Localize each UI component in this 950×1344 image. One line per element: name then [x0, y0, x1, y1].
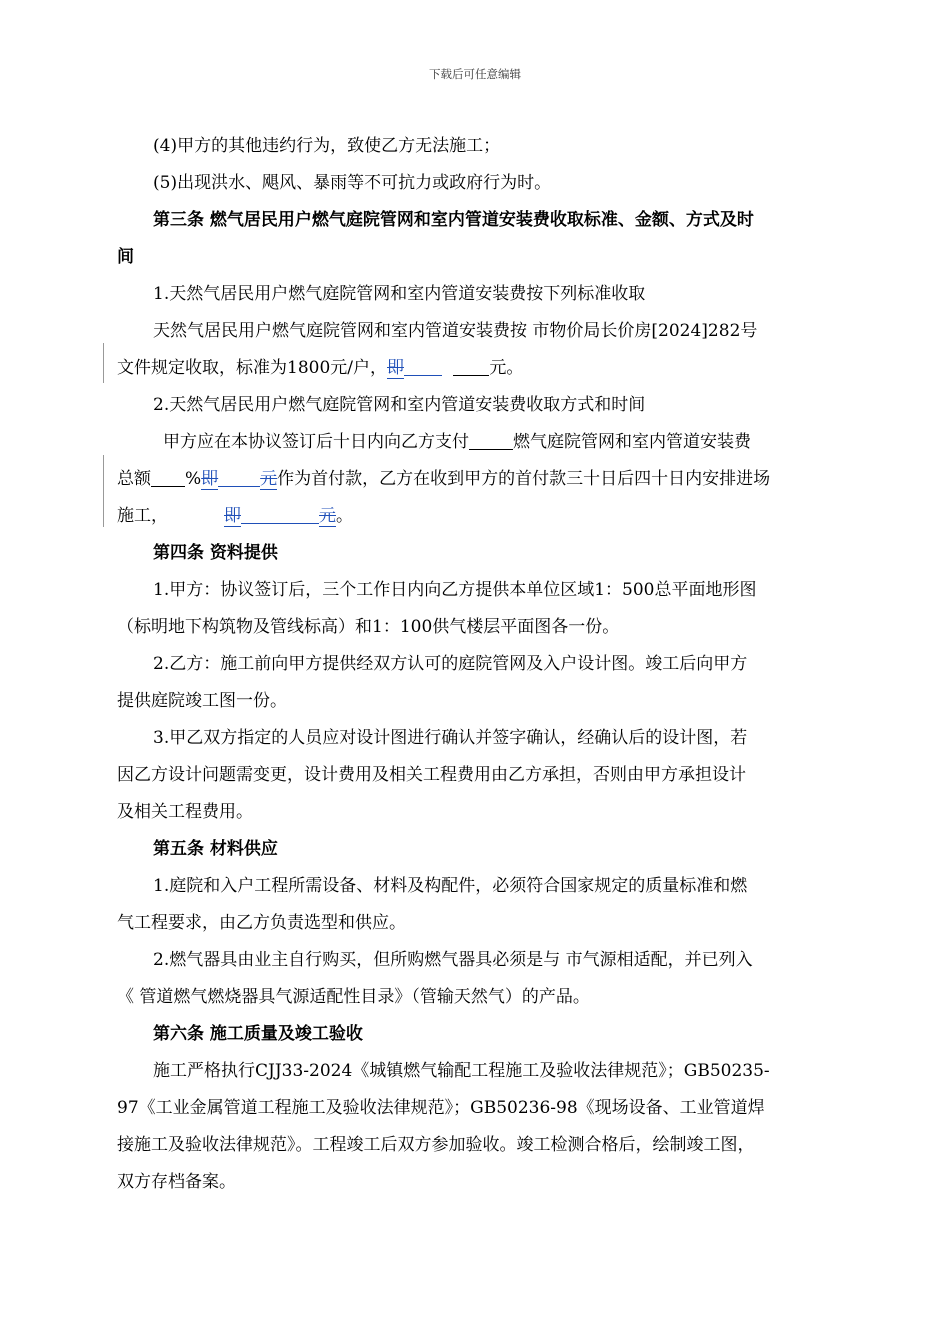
text-segment: 燃气庭院管网和室内管道安装费 — [513, 432, 751, 452]
paragraph-line — [117, 461, 839, 498]
text-segment: % — [185, 469, 202, 489]
fill-blank[interactable] — [453, 357, 489, 376]
paragraph-line: (5)出现洪水、飓风、暴雨等不可抗力或政府行为时。 — [153, 173, 552, 193]
tracked-change: 元 — [319, 506, 336, 526]
paragraph-line: 天然气居民用户燃气庭院管网和室内管道安装费按 市物价局长价房[2024]282号 — [153, 321, 758, 341]
text-segment: 文件规定收取，标准为1800元/户， — [117, 358, 387, 378]
text-segment: 施工， — [117, 506, 168, 526]
paragraph-line: 2.乙方：施工前向甲方提供经双方认可的庭院管网及入户设计图。竣工后向甲方 — [153, 654, 748, 674]
tracked-change: 即 — [201, 469, 219, 489]
text-segment: 。 — [336, 506, 353, 526]
paragraph-line: （标明地下构筑物及管线标高）和1：100供气楼层平面图各一份。 — [117, 617, 620, 637]
paragraph-line: 3.甲乙双方指定的人员应对设计图进行确认并签字确认，经确认后的设计图，若 — [153, 728, 748, 748]
fill-blank[interactable] — [469, 431, 513, 450]
text-segment: 总额 — [117, 469, 151, 489]
fill-blank[interactable] — [241, 505, 319, 524]
paragraph-line: 1.庭院和入户工程所需设备、材料及构配件，必须符合国家规定的质量标准和燃 — [153, 876, 748, 896]
fill-blank[interactable] — [151, 468, 185, 487]
article-heading: 第六条 施工质量及竣工验收 — [153, 1024, 363, 1044]
paragraph-line: 接施工及验收法律规范》。工程竣工后双方参加验收。竣工检测合格后，绘制竣工图， — [117, 1135, 755, 1155]
paragraph-line — [117, 350, 839, 387]
paragraph-line: 1.甲方：协议签订后，三个工作日内向乙方提供本单位区域1：500总平面地形图 — [153, 580, 757, 600]
revision-margin-bar — [103, 343, 104, 383]
paragraph-line: 气工程要求，由乙方负责选型和供应。 — [117, 913, 406, 933]
paragraph-line: 双方存档备案。 — [117, 1172, 236, 1192]
article-heading-cont: 间 — [117, 247, 134, 267]
paragraph-line: 97《工业金属管道工程施工及验收法律规范》；GB50236-98《现场设备、工业管道焊 — [117, 1098, 765, 1118]
document-body — [117, 128, 839, 1201]
paragraph-line: 提供庭院竣工图一份。 — [117, 691, 287, 711]
paragraph-line — [117, 498, 839, 535]
paragraph-line: 2.天然气居民用户燃气庭院管网和室内管道安装费收取方式和时间 — [153, 395, 646, 415]
paragraph-line — [117, 424, 839, 461]
fill-blank[interactable] — [218, 468, 260, 487]
article-heading: 第五条 材料供应 — [153, 839, 278, 859]
paragraph-line: 因乙方设计问题需变更，设计费用及相关工程费用由乙方承担，否则由甲方承担设计 — [117, 765, 746, 785]
article-heading: 第四条 资料提供 — [153, 543, 278, 563]
paragraph-line: 2.燃气器具由业主自行购买，但所购燃气器具必须是与 市气源相适配，并已列入 — [153, 950, 753, 970]
paragraph-line: 施工严格执行CJJ33-2024《城镇燃气输配工程施工及验收法律规范》；GB50235- — [153, 1061, 770, 1081]
tracked-change: 即 — [224, 506, 241, 526]
tracked-change: 元 — [260, 469, 278, 489]
paragraph-line: 1.天然气居民用户燃气庭院管网和室内管道安装费按下列标准收取 — [153, 284, 646, 304]
paragraph-line: 《 管道燃气燃烧器具气源适配性目录》（管输天然气）的产品。 — [117, 987, 590, 1007]
page-header: 下载后可任意编辑 — [429, 67, 521, 81]
fill-blank[interactable] — [404, 357, 442, 376]
article-heading: 第三条 燃气居民用户燃气庭院管网和室内管道安装费收取标准、金额、方式及时 — [153, 210, 754, 230]
paragraph-line: 及相关工程费用。 — [117, 802, 253, 822]
tracked-change: 即 — [387, 358, 404, 378]
text-segment: 元。 — [489, 358, 524, 378]
text-segment: 作为首付款，乙方在收到甲方的首付款三十日后四十日内安排进场 — [277, 469, 771, 489]
paragraph-line: (4)甲方的其他违约行为，致使乙方无法施工； — [153, 136, 501, 156]
revision-margin-bar — [103, 455, 104, 527]
text-segment: 甲方应在本协议签订后十日内向乙方支付 — [163, 432, 469, 452]
